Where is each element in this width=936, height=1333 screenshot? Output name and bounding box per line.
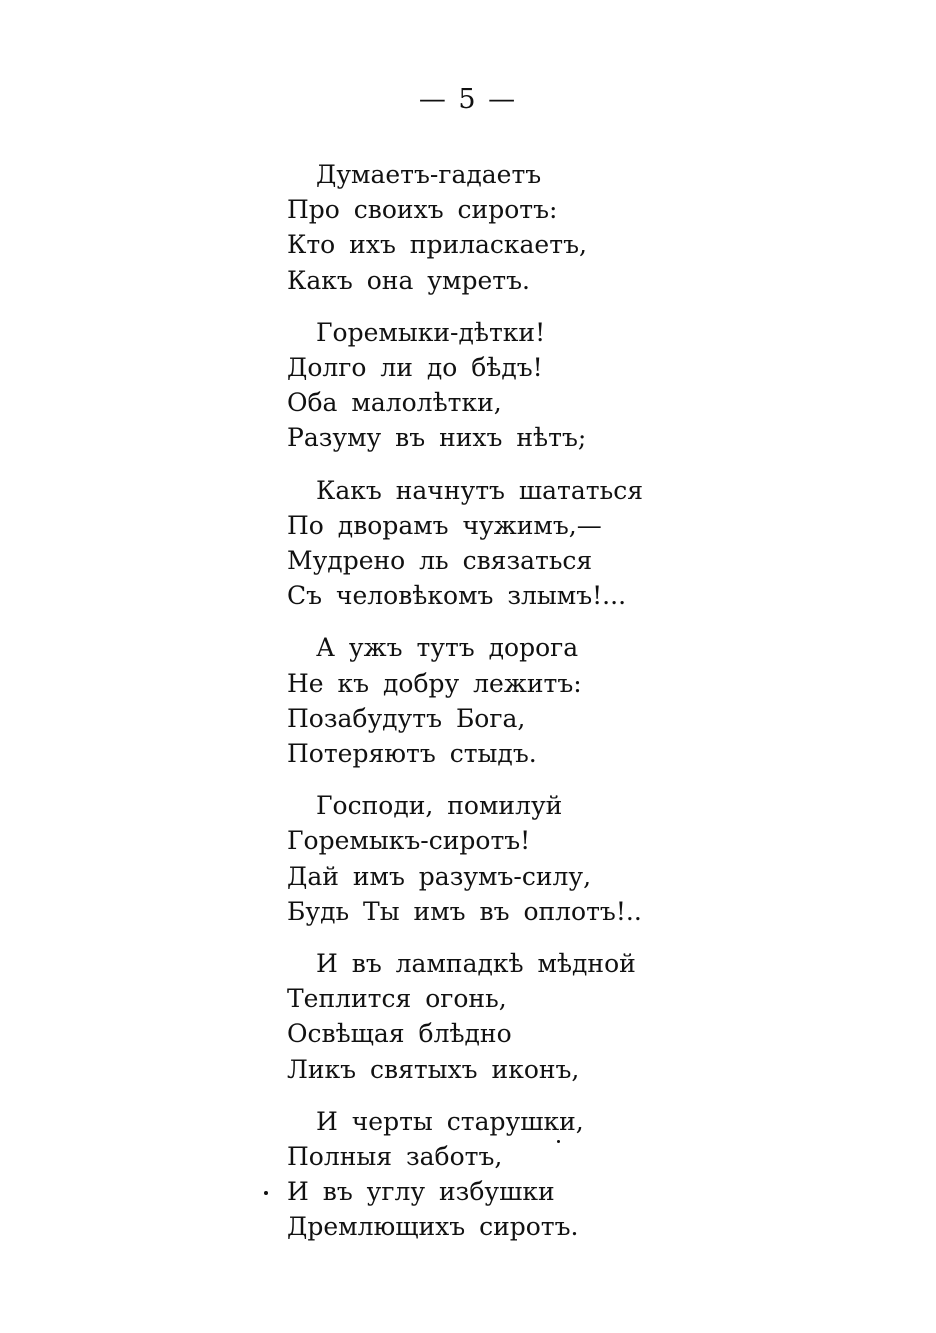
poem-line: И въ лампадкѣ мѣдной <box>316 949 636 979</box>
poem-line: Не къ добру лежитъ: <box>287 668 582 698</box>
poem-line: По дворамъ чужимъ,— <box>287 510 602 540</box>
poem-line: Освѣщая блѣдно <box>287 1019 512 1049</box>
poem <box>287 157 887 1262</box>
stanza-6 <box>287 946 887 1087</box>
poem-line: Теплится огонь, <box>287 984 507 1014</box>
poem-line: Горемыкъ-сиротъ! <box>287 826 531 856</box>
stanza-1 <box>287 157 887 298</box>
stanza-5 <box>287 788 887 929</box>
poem-line: Какъ начнутъ шататься <box>316 475 643 505</box>
poem-line: Кто ихъ приласкаетъ, <box>287 230 587 260</box>
poem-line: Господи, помилуй <box>316 791 563 821</box>
page-number: — 5 — <box>418 84 518 115</box>
poem-line: Будь Ты имъ въ оплотъ!.. <box>287 896 642 926</box>
poem-line: А ужъ тутъ дорога <box>316 633 579 663</box>
poem-line: Потеряютъ стыдъ. <box>287 739 537 769</box>
poem-line: Долго ли до бѣдъ! <box>287 353 543 383</box>
poem-line: Про своихъ сиротъ: <box>287 195 558 225</box>
poem-line: Разуму въ нихъ нѣтъ; <box>287 423 587 453</box>
stanza-4 <box>287 630 887 771</box>
poem-line: Дай имъ разумъ-силу, <box>287 861 592 891</box>
stanza-7 <box>287 1104 887 1245</box>
stanza-2 <box>287 315 887 456</box>
poem-line: Съ человѣкомъ злымъ!... <box>287 581 627 611</box>
poem-line: Позабудутъ Бога, <box>287 703 526 733</box>
poem-line: Ликъ святыхъ иконъ, <box>287 1054 580 1084</box>
poem-line: Мудрено ль связаться <box>287 546 593 576</box>
poem-line: Горемыки-дѣтки! <box>316 317 546 347</box>
poem-line: И въ углу избушки <box>287 1177 555 1207</box>
poem-line: Полныя заботъ, <box>287 1142 503 1172</box>
poem-line: Дремлющихъ сиротъ. <box>287 1212 579 1242</box>
poem-line: Оба малолѣтки, <box>287 388 502 418</box>
stanza-3 <box>287 473 887 614</box>
print-speck <box>557 1140 560 1143</box>
poem-line: Какъ она умретъ. <box>287 265 530 295</box>
poem-line: Думаетъ-гадаетъ <box>316 160 542 189</box>
print-speck <box>264 1191 268 1195</box>
poem-line: И черты старушки, <box>316 1106 584 1136</box>
